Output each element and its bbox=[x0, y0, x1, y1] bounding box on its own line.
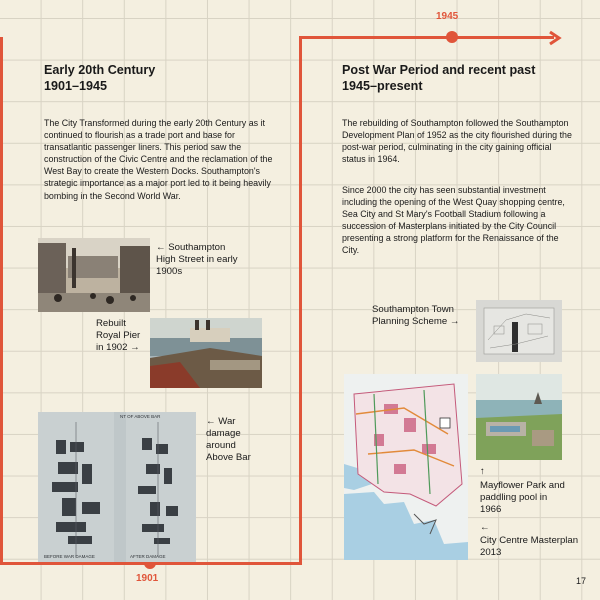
timeline-arrowhead-icon bbox=[548, 30, 562, 46]
timeline-top-horizontal bbox=[299, 36, 554, 39]
mayflower-park-photo bbox=[476, 374, 562, 460]
royal-pier-caption: Rebuilt Royal Pier in 1902 → bbox=[96, 318, 141, 353]
mayflower-arrow: ↑ bbox=[480, 466, 485, 477]
war-damage-caption: ← War damage around Above Bar bbox=[206, 416, 251, 463]
left-title-line1: Early 20th Century bbox=[44, 63, 156, 77]
royal-pier-photo bbox=[150, 318, 262, 388]
map-after-label: AFTER DAMAGE bbox=[130, 554, 166, 559]
high-street-caption: ← Southampton High Street in early 1900s bbox=[156, 242, 238, 277]
map-before-label: BEFORE WAR DAMAGE bbox=[44, 554, 95, 559]
high-street-photo bbox=[38, 238, 150, 312]
timeline-middle-vertical bbox=[299, 37, 302, 565]
year-label-1945: 1945 bbox=[436, 11, 459, 22]
right-paragraph-1: The rebuilding of Southampton followed the Southampton Development Plan of 1952 as the city flourished during the post-war period, culminating in the city gaining official status in 1964. bbox=[342, 118, 572, 165]
left-section-title bbox=[44, 62, 284, 94]
right-title-line1: Post War Period and recent past bbox=[342, 63, 536, 77]
right-section-title bbox=[342, 62, 582, 94]
right-title-line2: 1945–present bbox=[342, 79, 423, 93]
timeline-dot-1945 bbox=[446, 31, 458, 43]
left-title-line2: 1901–1945 bbox=[44, 79, 108, 93]
map-top-label: NT OF ABOVE BAR bbox=[120, 414, 161, 419]
town-planning-caption: Southampton Town Planning Scheme → bbox=[372, 304, 460, 327]
year-label-1901: 1901 bbox=[136, 573, 159, 584]
mayflower-caption: Mayflower Park and paddling pool in 1966 bbox=[480, 480, 565, 515]
war-damage-maps bbox=[38, 412, 196, 562]
town-planning-image bbox=[476, 300, 562, 362]
masterplan-map bbox=[344, 374, 468, 560]
masterplan-arrow: ← bbox=[480, 522, 490, 533]
masterplan-caption: City Centre Masterplan 2013 bbox=[480, 535, 579, 558]
page-number: 17 bbox=[576, 576, 587, 586]
timeline-left-vertical bbox=[0, 37, 3, 565]
right-paragraph-2: Since 2000 the city has seen substantial investment including the opening of the West Quay shopping centre, Sea City and St Mary's Football Stadium following a succession of Masterplans initiated by the City Council presenting a strong platform for the Renaissance of the City. bbox=[342, 185, 565, 256]
left-paragraph: The City Transformed during the early 20th Century as it continued to flourish as a trade port and base for transatlantic passenger liners. This period saw the construction of the Civic Centre and the reclamation of the West Bay to create the Western Docks. Southampton's strategic importance as a major port led to it being heavily bombing in the Second World War. bbox=[44, 118, 273, 201]
